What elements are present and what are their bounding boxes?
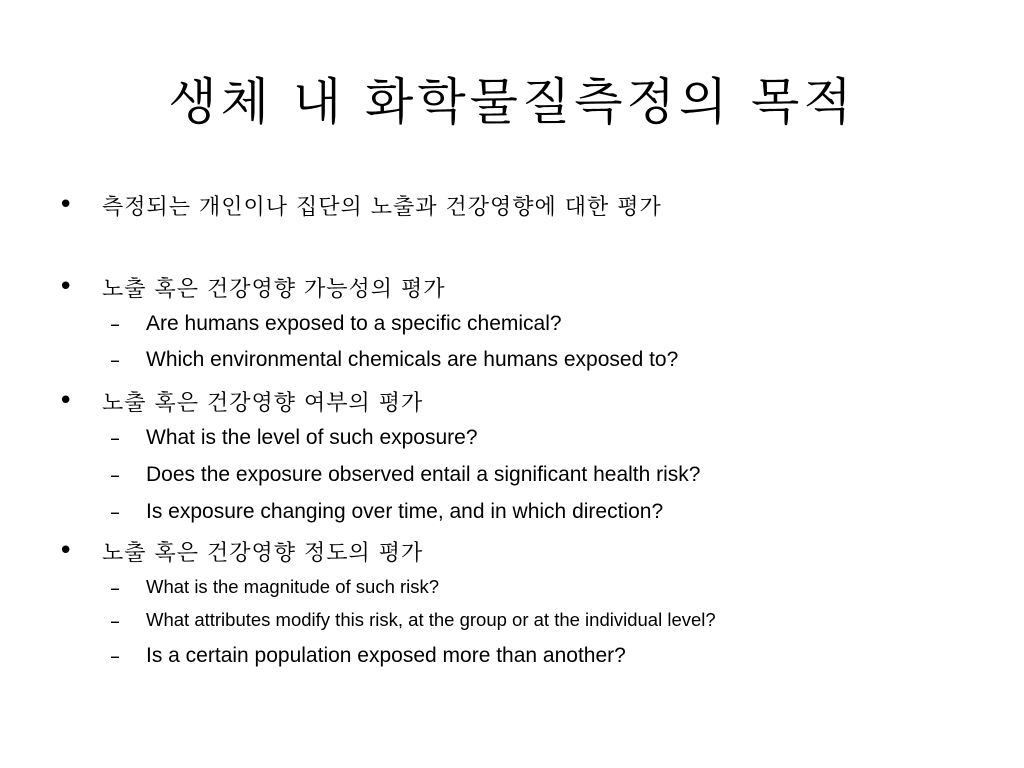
bullet-text: 노출 혹은 건강영향 여부의 평가 xyxy=(102,391,424,416)
subitem-text: Is exposure changing over time, and in which direction? xyxy=(146,500,664,523)
subitem-text: Does the exposure observed entail a significant health risk? xyxy=(146,463,701,486)
subitem-marker: – xyxy=(110,576,120,600)
subitem-text: Are humans exposed to a specific chemical? xyxy=(146,312,562,335)
subitem-marker: – xyxy=(110,500,120,524)
subitem-marker: – xyxy=(110,609,120,633)
bullet-marker: • xyxy=(58,190,74,220)
bullet-marker: • xyxy=(58,386,74,416)
subitem-marker: – xyxy=(110,426,120,450)
bullet-text: 측정되는 개인이나 집단의 노출과 건강영향에 대한 평가 xyxy=(102,195,662,220)
bullet-text: 노출 혹은 건강영향 가능성의 평가 xyxy=(102,277,446,302)
subitem-marker: – xyxy=(110,348,120,372)
bullet-marker: • xyxy=(58,536,74,566)
subitem-marker: – xyxy=(110,644,120,668)
bullet-text: 노출 혹은 건강영향 정도의 평가 xyxy=(102,541,424,566)
subitem-text: Which environmental chemicals are humans exposed to? xyxy=(146,348,679,371)
bullet-marker: • xyxy=(58,272,74,302)
subitem-text: Is a certain population exposed more than another? xyxy=(146,644,626,667)
subitem-text: What attributes modify this risk, at the group or at the individual level? xyxy=(146,609,716,630)
slide-title: 생체 내 화학물질측정의 목적 xyxy=(168,73,856,131)
subitem-marker: – xyxy=(110,463,120,487)
subitem-text: What is the level of such exposure? xyxy=(146,426,478,449)
subitem-marker: – xyxy=(110,312,120,336)
subitem-text: What is the magnitude of such risk? xyxy=(146,576,440,597)
